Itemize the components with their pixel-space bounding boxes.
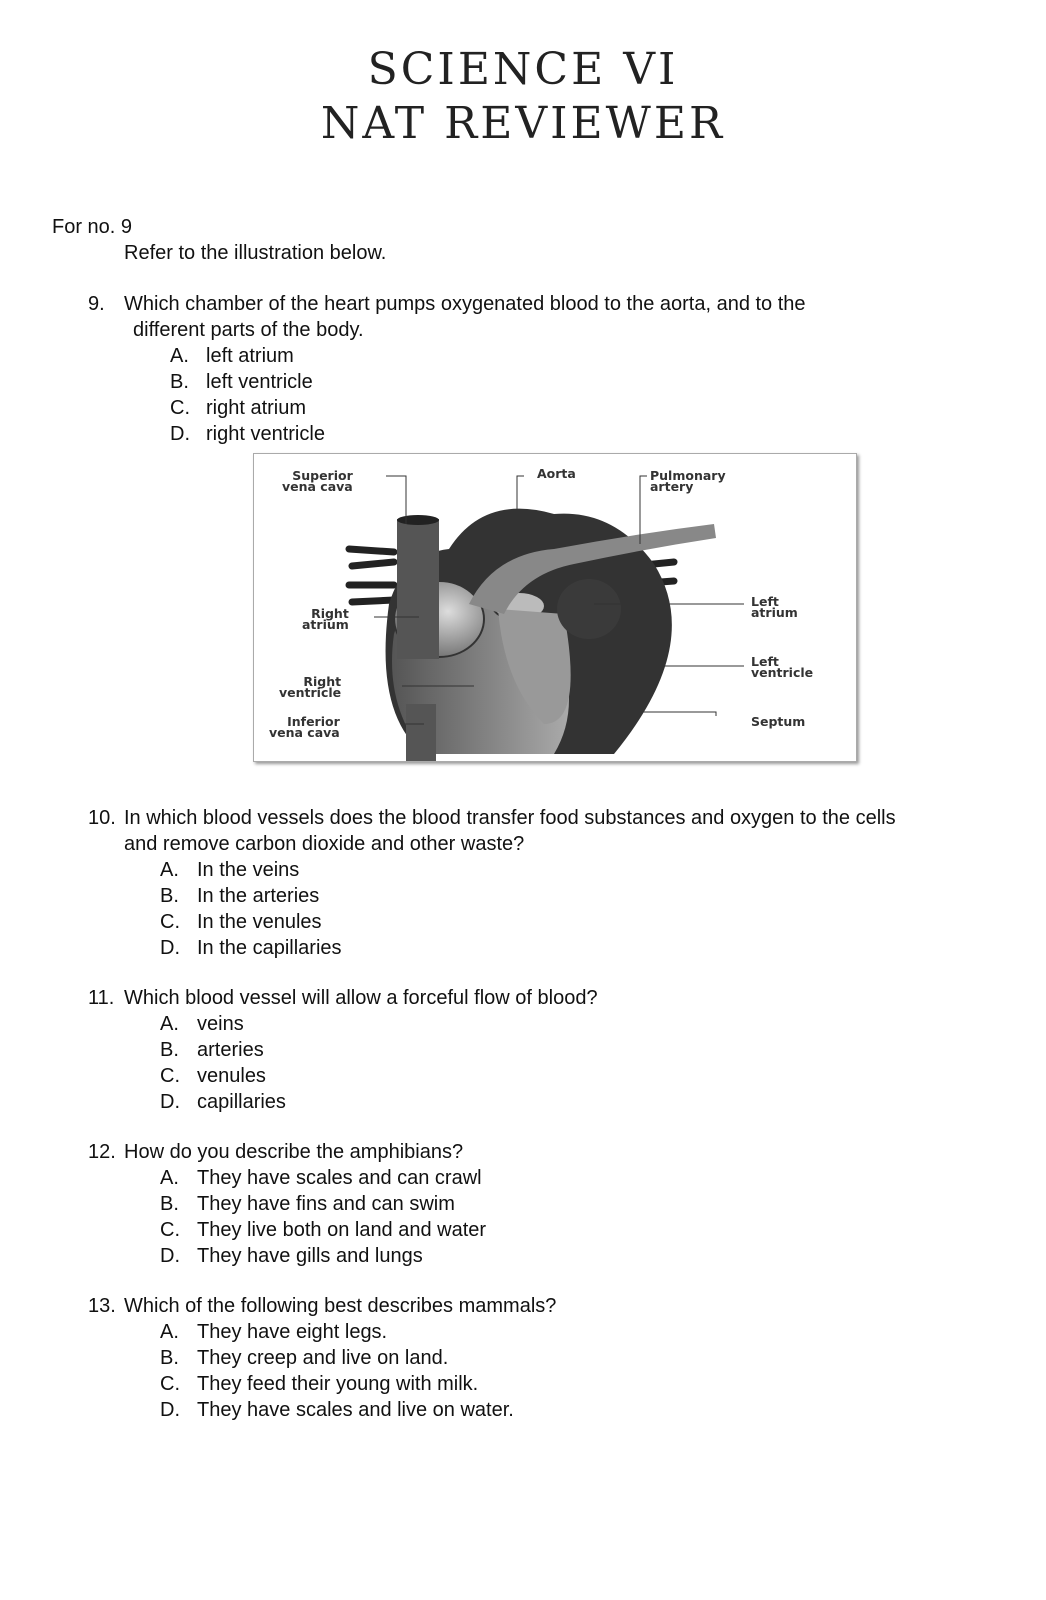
- choice-text: capillaries: [197, 1091, 286, 1113]
- choice-text: right ventricle: [206, 423, 325, 445]
- choice-letter: D.: [170, 423, 190, 445]
- question-text: In which blood vessels does the blood transfer food substances and oxygen to the cells: [124, 807, 896, 829]
- label-left-atrium: Left atrium: [751, 594, 798, 620]
- question-text: Which blood vessel will allow a forceful flow of blood?: [124, 987, 598, 1009]
- choice-text: They have fins and can swim: [197, 1193, 455, 1215]
- choice-text: They live both on land and water: [197, 1219, 487, 1241]
- question-text: How do you describe the amphibians?: [124, 1141, 464, 1163]
- choice-letter: B.: [160, 1039, 179, 1061]
- choice-letter: B.: [160, 885, 179, 907]
- choice-letter: B.: [160, 1193, 179, 1215]
- choice-text: They creep and live on land.: [197, 1347, 449, 1369]
- label-right-atrium: Right atrium: [302, 606, 349, 632]
- for-number-label: For no. 9: [52, 216, 133, 238]
- choice-letter: D.: [160, 1245, 180, 1267]
- choice-text: They have scales and live on water.: [197, 1399, 514, 1421]
- heart-diagram: [253, 453, 857, 762]
- question-text: Which of the following best describes mammals?: [124, 1295, 557, 1317]
- choice-text: left atrium: [206, 345, 294, 367]
- question-number: 9.: [88, 293, 105, 315]
- choice-text: In the venules: [197, 911, 322, 933]
- choice-letter: B.: [170, 371, 189, 393]
- question-number: 13.: [88, 1295, 116, 1317]
- choice-letter: D.: [160, 1399, 180, 1421]
- choice-letter: D.: [160, 1091, 180, 1113]
- question-text: and remove carbon dioxide and other waste?: [124, 833, 525, 855]
- choice-letter: A.: [160, 1321, 179, 1343]
- choice-letter: A.: [160, 859, 179, 881]
- choice-letter: C.: [160, 1373, 180, 1395]
- choice-letter: D.: [160, 937, 180, 959]
- choice-text: In the capillaries: [197, 937, 342, 959]
- choice-letter: A.: [160, 1013, 179, 1035]
- choice-text: venules: [197, 1065, 266, 1087]
- choice-letter: C.: [160, 911, 180, 933]
- label-aorta: Aorta: [537, 466, 576, 481]
- label-pulmonary-artery: Pulmonary artery: [650, 468, 726, 494]
- choice-letter: C.: [160, 1065, 180, 1087]
- choice-letter: B.: [160, 1347, 179, 1369]
- choice-text: In the veins: [197, 859, 300, 881]
- choice-text: In the arteries: [197, 885, 320, 907]
- choice-letter: C.: [160, 1219, 180, 1241]
- choice-letter: C.: [170, 397, 190, 419]
- question-text: Which chamber of the heart pumps oxygenated blood to the aorta, and to the: [124, 293, 806, 315]
- choice-letter: A.: [170, 345, 189, 367]
- choice-text: They have scales and can crawl: [197, 1167, 482, 1189]
- choice-text: veins: [197, 1013, 244, 1035]
- choice-text: arteries: [197, 1039, 264, 1061]
- label-superior-vena-cava: Superior vena cava: [282, 468, 353, 494]
- choice-text: right atrium: [206, 397, 307, 419]
- label-inferior-vena-cava: Inferior vena cava: [269, 714, 340, 740]
- label-right-ventricle: Right ventricle: [279, 674, 342, 700]
- choice-text: They have gills and lungs: [197, 1245, 423, 1267]
- instruction-text: Refer to the illustration below.: [124, 242, 387, 264]
- choice-text: They have eight legs.: [197, 1321, 388, 1343]
- question-number: 11.: [88, 987, 115, 1009]
- question-text: different parts of the body.: [133, 319, 364, 341]
- choice-text: left ventricle: [206, 371, 313, 393]
- question-number: 10.: [88, 807, 116, 829]
- label-left-ventricle: Left ventricle: [751, 654, 814, 680]
- choice-letter: A.: [160, 1167, 179, 1189]
- choice-text: They feed their young with milk.: [197, 1373, 479, 1395]
- title-line-1: SCIENCE VI: [367, 44, 679, 95]
- question-number: 12.: [88, 1141, 116, 1163]
- label-septum: Septum: [751, 714, 806, 729]
- title-line-2: NAT REVIEWER: [320, 98, 726, 149]
